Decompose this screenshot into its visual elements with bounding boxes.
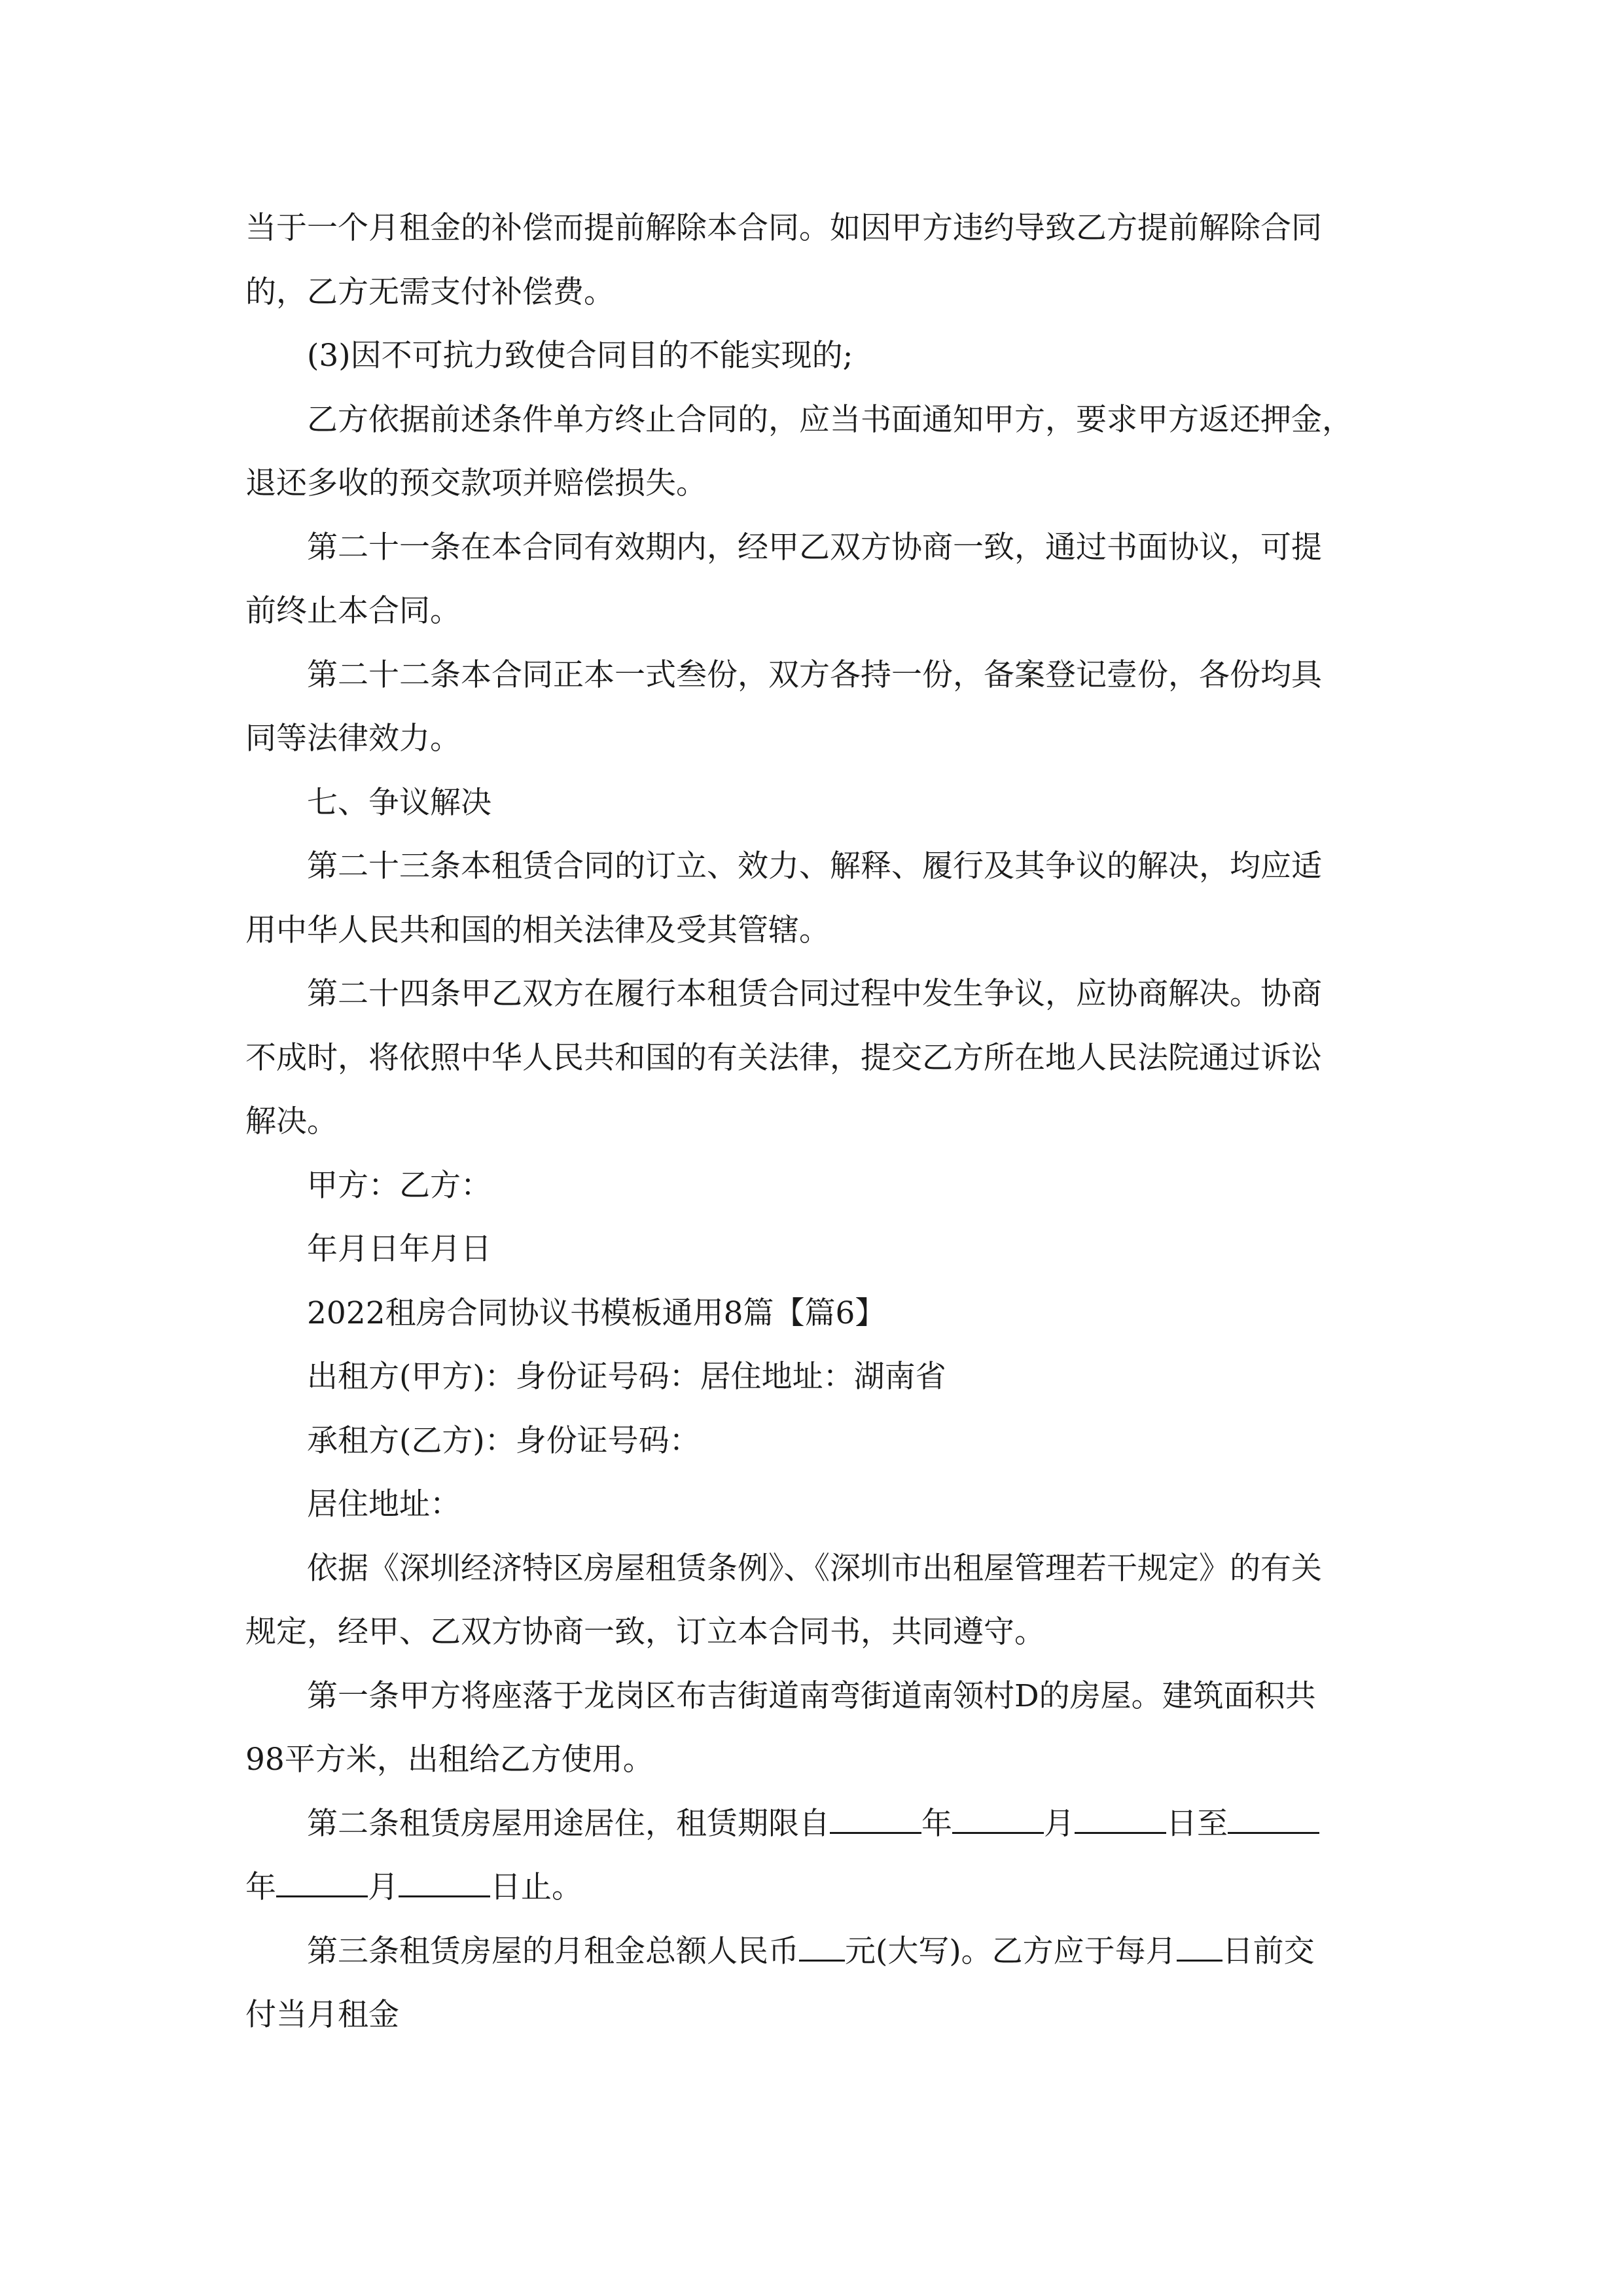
article-3-line-1 — [245, 1920, 1378, 1984]
text-line: 2022租房合同协议书模板通用8篇【篇6】 — [307, 1295, 886, 1331]
text-line: 第二十二条本合同正本一式叁份，双方各持一份，备案登记壹份，各份均具 — [307, 656, 1322, 693]
blank-rent-amount — [799, 1931, 845, 1962]
day-end-label: 日止。 — [490, 1869, 582, 1905]
year-end-label: 年 — [245, 1869, 276, 1905]
text-line: 退还多收的预交款项并赔偿损失。 — [245, 465, 707, 501]
article-3-text-1: 第三条租赁房屋的月租金总额人民币 — [307, 1933, 799, 1969]
blank-year-start — [830, 1803, 921, 1834]
text-line: 依据《深圳经济特区房屋租赁条例》、《深圳市出租屋管理若干规定》的有关 — [307, 1550, 1322, 1587]
paragraph — [245, 1217, 1378, 1282]
text-line: 第二十三条本租赁合同的订立、效力、解释、履行及其争议的解决，均应适 — [307, 848, 1322, 884]
text-line: 解决。 — [245, 1103, 338, 1139]
text-line: 七、争议解决 — [307, 784, 491, 821]
text-line: 承租方(乙方)：身份证号码： — [307, 1422, 700, 1459]
document-body — [245, 196, 1378, 2047]
blank-day-start — [1075, 1803, 1166, 1834]
paragraph — [245, 516, 1378, 643]
text-line: 当于一个月租金的补偿而提前解除本合同。如因甲方违约导致乙方提前解除合同 — [245, 210, 1322, 246]
text-line: 不成时，将依照中华人民共和国的有关法律，提交乙方所在地人民法院通过诉讼 — [245, 1039, 1322, 1076]
article-2-line-1 — [245, 1792, 1378, 1856]
article-2-line-2 — [184, 1856, 1378, 1920]
paragraph — [245, 1345, 1378, 1409]
text-line: 甲方：乙方： — [307, 1167, 491, 1204]
text-line: 居住地址： — [307, 1486, 461, 1522]
day-to-label: 日至 — [1166, 1805, 1228, 1842]
article-3-line-2: 付当月租金 — [245, 1997, 399, 2033]
blank-month-end — [276, 1867, 368, 1897]
month-label: 月 — [1044, 1805, 1075, 1842]
text-line: 第二十一条在本合同有效期内，经甲乙双方协商一致，通过书面协议，可提 — [307, 529, 1322, 565]
paragraph — [245, 1664, 1378, 1792]
text-line: 第一条甲方将座落于龙岗区布吉街道南弯街道南领村D的房屋。建筑面积共 — [307, 1677, 1316, 1714]
paragraph — [245, 196, 1378, 324]
text-line: 第二十四条甲乙双方在履行本租赁合同过程中发生争议，应协商解决。协商 — [307, 976, 1322, 1012]
paragraph — [245, 771, 1378, 835]
paragraph — [245, 834, 1378, 962]
paragraph — [245, 1409, 1378, 1473]
article-2-text: 第二条租赁房屋用途居住，租赁期限自 — [307, 1805, 830, 1842]
paragraph — [245, 1473, 1378, 1537]
blank-pay-day — [1177, 1931, 1222, 1962]
paragraph — [245, 1282, 1378, 1346]
text-line: 98平方米，出租给乙方使用。 — [245, 1742, 654, 1778]
article-3-text-3: 日前交 — [1222, 1933, 1315, 1969]
paragraph — [245, 324, 1378, 388]
paragraph — [245, 962, 1378, 1154]
text-line: (3)因不可抗力致使合同目的不能实现的; — [307, 338, 853, 374]
text-line: 乙方依据前述条件单方终止合同的，应当书面通知甲方，要求甲方返还押金， — [307, 401, 1353, 438]
blank-month-start — [952, 1803, 1044, 1834]
blank-day-end — [399, 1867, 490, 1897]
text-line: 的，乙方无需支付补偿费。 — [245, 274, 615, 310]
text-line: 出租方(甲方)：身份证号码：居住地址：湖南省 — [307, 1359, 946, 1395]
text-line: 年月日年月日 — [307, 1231, 491, 1267]
text-line: 同等法律效力。 — [245, 721, 461, 757]
text-line: 规定，经甲、乙双方协商一致，订立本合同书，共同遵守。 — [245, 1614, 1045, 1650]
article-3-text-2: 元(大写)。乙方应于每月 — [845, 1933, 1177, 1969]
article-3-paragraph — [245, 1920, 1378, 2047]
article-2-paragraph — [245, 1792, 1378, 1920]
paragraph — [245, 1154, 1378, 1218]
month-end-label: 月 — [368, 1869, 399, 1905]
blank-year-end — [1228, 1803, 1319, 1834]
paragraph — [245, 643, 1378, 771]
text-line: 用中华人民共和国的相关法律及受其管辖。 — [245, 912, 830, 948]
paragraph — [245, 1537, 1378, 1664]
year-label: 年 — [921, 1805, 952, 1842]
text-line: 前终止本合同。 — [245, 593, 461, 629]
paragraph — [245, 388, 1378, 516]
